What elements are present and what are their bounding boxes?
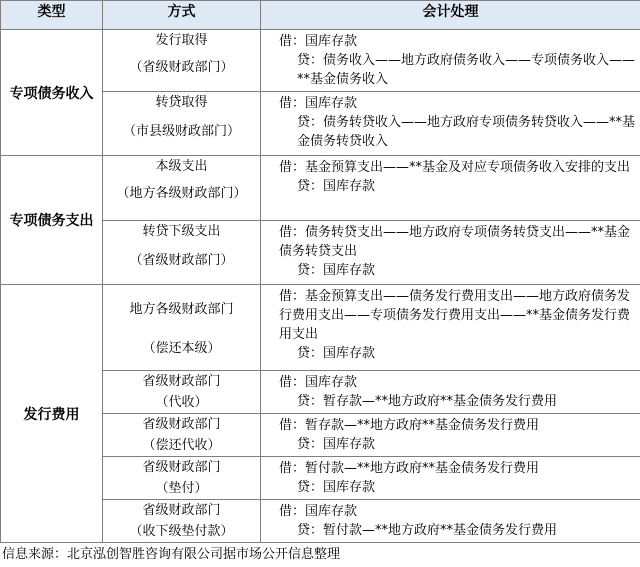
credit-entry: 贷：国库存款 (297, 346, 376, 361)
method-name: 省级财政部门 (142, 460, 221, 475)
source-note: 信息来源：北京泓创智胜咨询有限公司据市场公开信息整理 (2, 547, 341, 562)
accounting-cell (261, 285, 640, 371)
method-dept: （偿还代收） (142, 438, 221, 453)
debit-entry: 借：暂付款—**地方政府**基金债务发行费用 (279, 461, 540, 476)
method-dept: （偿还本级） (142, 341, 221, 356)
method-name: 转贷下级支出 (142, 224, 221, 239)
method-dept: （省级财政部门） (129, 253, 234, 268)
type-cell: 专项债务支出 (1, 156, 103, 285)
credit-entry: 贷：国库存款 (297, 179, 376, 194)
type-cell: 发行费用 (1, 285, 103, 543)
method-dept: （代收） (155, 395, 208, 410)
method-cell (103, 30, 261, 92)
method-name: 地方各级财政部门 (129, 302, 234, 317)
type-cell: 专项债务收入 (1, 30, 103, 156)
debit-entry: 借：债务转贷支出——地方政府专项债务转贷支出——**基金债务转贷支出 (279, 225, 631, 259)
method-name: 本级支出 (155, 159, 208, 174)
accounting-cell (261, 371, 640, 414)
credit-entry: 贷：国库存款 (297, 480, 376, 495)
method-cell (103, 285, 261, 371)
debit-entry: 借：国库存款 (279, 96, 358, 111)
method-name: 转贷取得 (155, 95, 208, 110)
method-cell (103, 156, 261, 221)
accounting-cell (261, 221, 640, 285)
debit-entry: 借：基金预算支出——**基金及对应专项债务收入安排的支出 (279, 160, 631, 175)
debit-entry: 借：基金预算支出——债务发行费用支出——地方政府债务发行费用支出——专项债务发行费用支出——**基金债务发行费用支出 (279, 289, 631, 342)
accounting-cell (261, 457, 640, 500)
debit-entry: 借：暂存款—**地方政府**基金债务发行费用 (279, 418, 540, 433)
method-name: 省级财政部门 (142, 417, 221, 432)
header-method: 方式 (103, 1, 261, 30)
accounting-cell (261, 414, 640, 457)
debit-entry: 借：国库存款 (279, 34, 358, 49)
method-cell (103, 371, 261, 414)
method-dept: （收下级垫付款） (129, 524, 234, 539)
method-cell (103, 500, 261, 543)
method-dept: （垫付） (155, 481, 208, 496)
accounting-cell (261, 156, 640, 221)
table-row (1, 285, 640, 371)
method-name: 省级财政部门 (142, 374, 221, 389)
table-row (1, 30, 640, 92)
method-name: 发行取得 (155, 33, 208, 48)
accounting-cell (261, 92, 640, 156)
method-cell (103, 457, 261, 500)
debit-entry: 借：国库存款 (279, 375, 358, 390)
header-type: 类型 (1, 1, 103, 30)
credit-entry: 贷：国库存款 (297, 437, 376, 452)
method-cell (103, 221, 261, 285)
table-row (1, 156, 640, 221)
method-dept: （市县级财政部门） (122, 124, 240, 139)
credit-entry: 贷：国库存款 (297, 263, 376, 278)
credit-entry: 贷：暂存款—**地方政府**基金债务发行费用 (297, 394, 558, 409)
accounting-cell (261, 30, 640, 92)
credit-entry: 贷：债务转贷收入——地方政府专项债务转贷收入——**基金债务转贷收入 (297, 115, 636, 149)
debit-entry: 借：国库存款 (279, 504, 358, 519)
method-dept: （省级财政部门） (129, 60, 234, 75)
credit-entry: 贷：暂付款—**地方政府**基金债务发行费用 (297, 523, 558, 538)
method-cell (103, 414, 261, 457)
table-header-row (1, 1, 640, 30)
header-accounting: 会计处理 (261, 1, 640, 30)
method-name: 省级财政部门 (142, 503, 221, 518)
credit-entry: 贷：债务收入——地方政府债务收入——专项债务收入——**基金债务收入 (297, 53, 636, 87)
method-cell (103, 92, 261, 156)
method-dept: （地方各级财政部门） (116, 186, 247, 201)
accounting-cell (261, 500, 640, 543)
